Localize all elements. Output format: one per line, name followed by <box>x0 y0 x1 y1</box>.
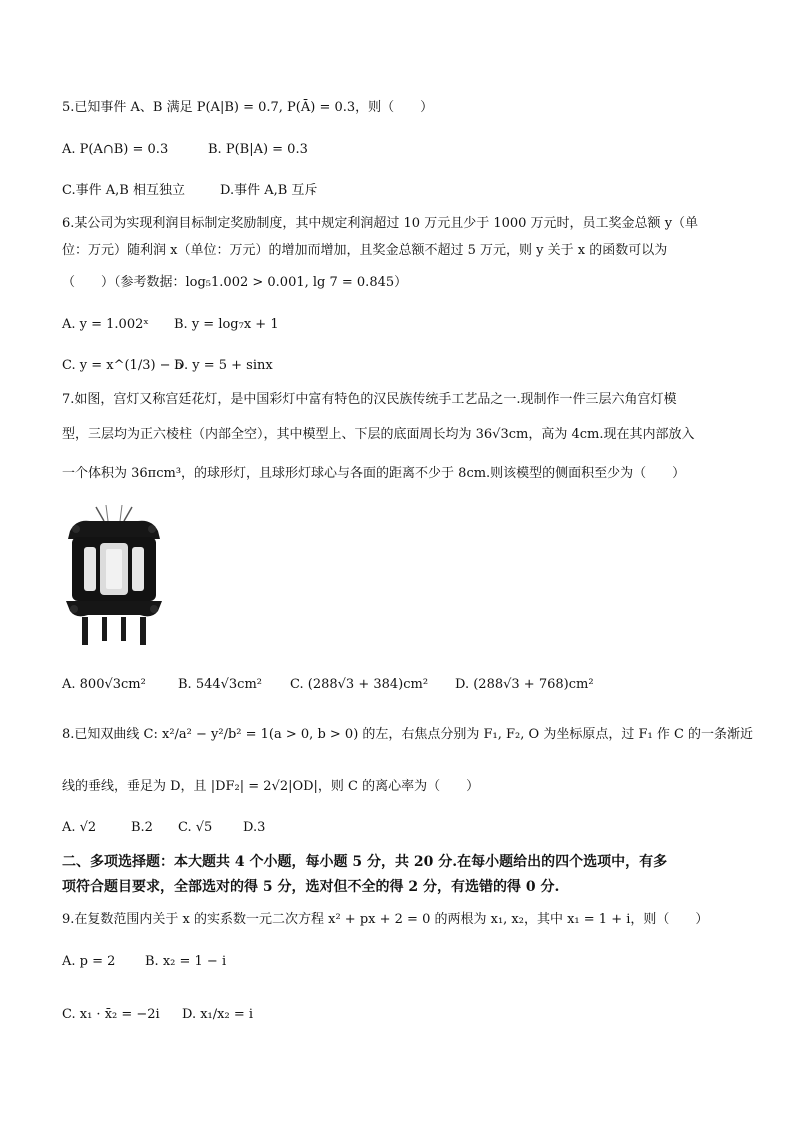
q5-option-c: C.事件 A,B 相互独立 <box>62 183 185 198</box>
section-2-heading-line-2: 项符合题目要求，全部选对的得 5 分，选对但不全的得 2 分，有选错的得 0 分. <box>62 879 560 895</box>
q8-option-d: D.3 <box>243 820 266 835</box>
q7-line-2: 型，三层均为正六棱柱（内部全空），其中模型上、下层的底面周长均为 36√3cm，高为 4cm.现在其内部放入 <box>62 427 695 442</box>
q6-line-3: （ ）（参考数据：log₅1.002 > 0.001, lg 7 = 0.845） <box>62 275 408 290</box>
q5-stem: 5.已知事件 A、B 满足 P(A|B) = 0.7, P(Ā) = 0.3，则（ ） <box>62 100 434 115</box>
q9-option-a: A. p = 2 <box>62 954 116 969</box>
q9-stem: 9.在复数范围内关于 x 的实系数一元二次方程 x² + px + 2 = 0 的两根为 x₁, x₂，其中 x₁ = 1 + i，则（ ） <box>62 912 709 927</box>
q9-option-d: D. x₁/x₂ = i <box>182 1007 254 1022</box>
q7-option-c: C. (288√3 + 384)cm² <box>290 677 429 692</box>
q5-option-a: A. P(A∩B) = 0.3 <box>62 142 169 157</box>
q7-line-1: 7.如图，宫灯又称宫廷花灯，是中国彩灯中富有特色的汉民族传统手工艺品之一.现制作一件三层六角宫灯模 <box>62 392 677 407</box>
q6-option-a: A. y = 1.002ˣ <box>62 317 149 332</box>
q7-option-b: B. 544√3cm² <box>178 677 263 692</box>
q8-option-a: A. √2 <box>62 820 97 835</box>
q7-line-3: 一个体积为 36πcm³，的球形灯，且球形灯球心与各面的距离不少于 8cm.则该模型的侧面积至少为（ ） <box>62 466 686 481</box>
q6-line-1: 6.某公司为实现利润目标制定奖励制度，其中规定利润超过 10 万元且少于 1000 万元时，员工奖金总额 y（单 <box>62 216 699 231</box>
q9-option-c: C. x₁ · x̄₂ = −2i <box>62 1007 160 1022</box>
q6-option-d: D. y = 5 + sinx <box>174 358 273 373</box>
q9-option-b: B. x₂ = 1 − i <box>145 954 227 969</box>
q6-option-b: B. y = log₇x + 1 <box>174 317 279 332</box>
section-2-heading-line-1: 二、多项选择题：本大题共 4 个小题，每小题 5 分，共 20 分.在每小题给出的四个选项中，有多 <box>62 854 668 870</box>
q8-option-c: C. √5 <box>178 820 213 835</box>
q7-option-d: D. (288√3 + 768)cm² <box>455 677 594 692</box>
q8-option-b: B.2 <box>131 820 153 835</box>
q8-line-1: 8.已知双曲线 C: x²/a² − y²/b² = 1(a > 0, b > 0) 的左，右焦点分别为 F₁, F₂, O 为坐标原点，过 F₁ 作 C 的一条渐近 <box>62 727 754 742</box>
q7-option-a: A. 800√3cm² <box>62 677 146 692</box>
q6-option-c: C. y = x^(1/3) − 5 <box>62 358 183 373</box>
q8-line-2: 线的垂线，垂足为 D，且 |DF₂| = 2√2|OD|，则 C 的离心率为（ ） <box>62 779 480 794</box>
q5-option-b: B. P(B|A) = 0.3 <box>208 142 308 157</box>
q5-option-d: D.事件 A,B 互斥 <box>220 183 318 198</box>
q6-line-2: 位：万元）随利润 x（单位：万元）的增加而增加，且奖金总额不超过 5 万元，则 y 关于 x 的函数可以为 <box>62 243 668 258</box>
palace-lantern-image <box>62 505 166 651</box>
